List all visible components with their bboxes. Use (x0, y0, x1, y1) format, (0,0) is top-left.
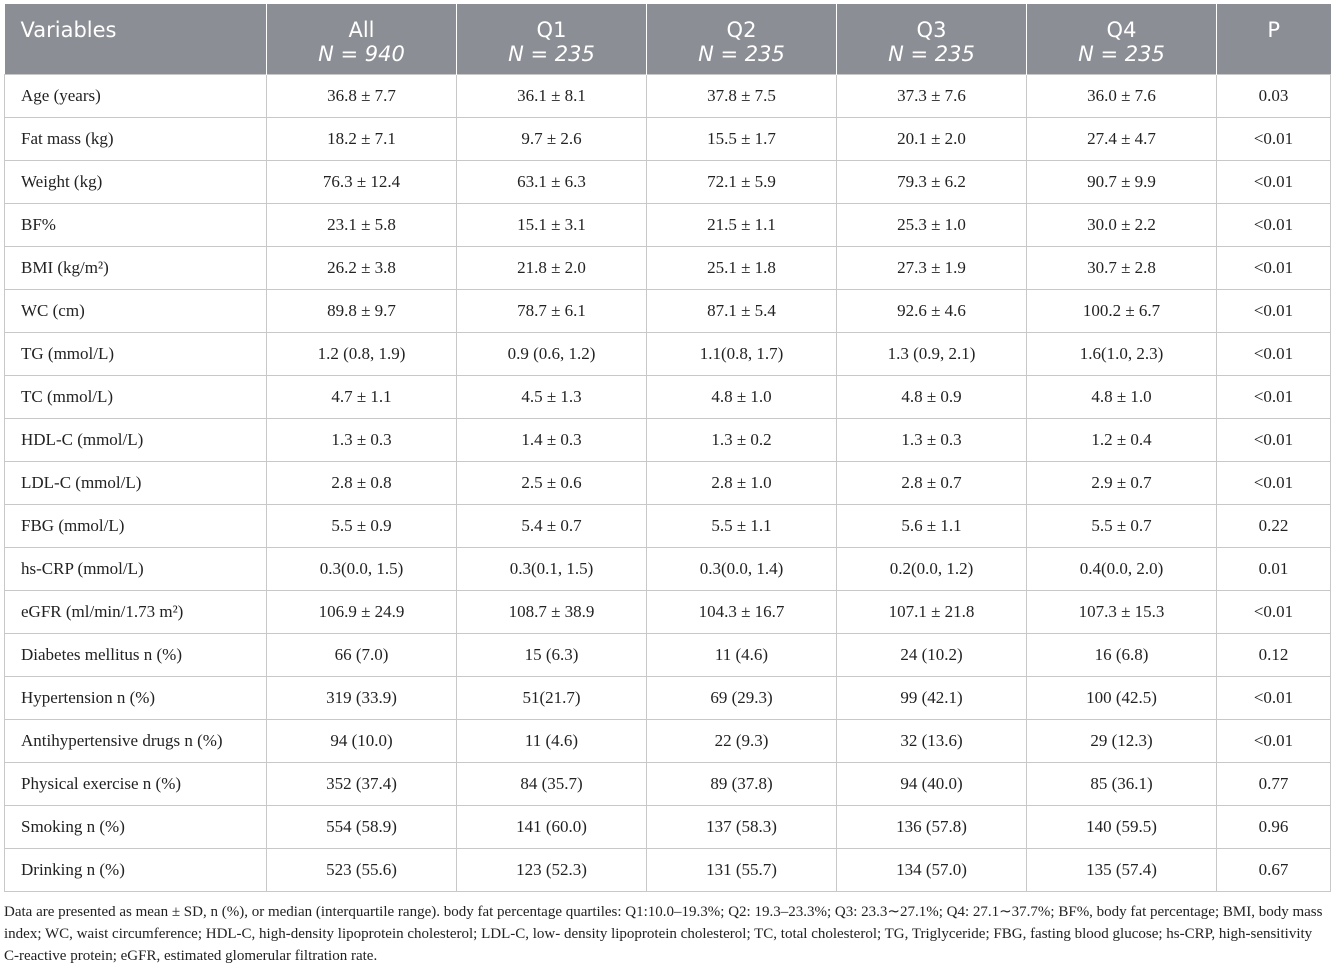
table-cell: 76.3 ± 12.4 (267, 161, 457, 204)
table-cell: 523 (55.6) (267, 849, 457, 892)
row-label: Smoking n (%) (5, 806, 267, 849)
table-cell: 100 (42.5) (1027, 677, 1217, 720)
row-label: eGFR (ml/min/1.73 m²) (5, 591, 267, 634)
table-cell: 24 (10.2) (837, 634, 1027, 677)
table-cell: 87.1 ± 5.4 (647, 290, 837, 333)
table-cell: 554 (58.9) (267, 806, 457, 849)
table-cell: 4.7 ± 1.1 (267, 376, 457, 419)
p-value-cell: 0.96 (1217, 806, 1331, 849)
table-cell: 123 (52.3) (457, 849, 647, 892)
table-cell: 30.7 ± 2.8 (1027, 247, 1217, 290)
table-cell: 1.3 ± 0.3 (267, 419, 457, 462)
row-label: hs-CRP (mmol/L) (5, 548, 267, 591)
table-cell: 84 (35.7) (457, 763, 647, 806)
table-cell: 9.7 ± 2.6 (457, 118, 647, 161)
header-q1: Q1 N = 235 (457, 4, 647, 75)
table-cell: 32 (13.6) (837, 720, 1027, 763)
table-cell: 131 (55.7) (647, 849, 837, 892)
table-cell: 94 (40.0) (837, 763, 1027, 806)
header-q2: Q2 N = 235 (647, 4, 837, 75)
table-row (5, 806, 1331, 849)
table-cell: 141 (60.0) (457, 806, 647, 849)
table-cell: 69 (29.3) (647, 677, 837, 720)
table-cell: 104.3 ± 16.7 (647, 591, 837, 634)
header-p: P (1217, 4, 1331, 75)
table-cell: 4.5 ± 1.3 (457, 376, 647, 419)
table-footnote: Data are presented as mean ± SD, n (%), or median (interquartile range). body fat percentage quartiles: Q1:10.0–19.3%; Q2: 19.3–23.3%; Q3: 23.3∼27.1%; Q4: 27.1∼37.7%; BF%, body fat percentage; BMI, body mass index; WC, waist circumference; HDL-C, high-density lipoprotein cholesterol; LDL-C, low- density lipoprotein cholesterol; TC, total cholesterol; TG, Triglyceride; FBG, fasting blood glucose; hs-CRP, high-sensitivity C-reactive protein; eGFR, estimated glomerular filtration rate. (4, 904, 1323, 964)
table-cell: 94 (10.0) (267, 720, 457, 763)
table-cell: 72.1 ± 5.9 (647, 161, 837, 204)
table-row (5, 763, 1331, 806)
table-cell: 140 (59.5) (1027, 806, 1217, 849)
table-cell: 22 (9.3) (647, 720, 837, 763)
table-row (5, 161, 1331, 204)
table-cell: 37.8 ± 7.5 (647, 75, 837, 118)
table-body (5, 75, 1331, 892)
table-cell: 66 (7.0) (267, 634, 457, 677)
table-cell: 27.3 ± 1.9 (837, 247, 1027, 290)
table-header-row (5, 4, 1331, 75)
table-cell: 5.5 ± 0.9 (267, 505, 457, 548)
table-row (5, 75, 1331, 118)
row-label: BMI (kg/m²) (5, 247, 267, 290)
table-cell: 11 (4.6) (457, 720, 647, 763)
table-row (5, 505, 1331, 548)
p-value-cell: 0.12 (1217, 634, 1331, 677)
table-cell: 15.1 ± 3.1 (457, 204, 647, 247)
table-cell: 0.3(0.1, 1.5) (457, 548, 647, 591)
p-value-cell: <0.01 (1217, 118, 1331, 161)
table-cell: 1.2 ± 0.4 (1027, 419, 1217, 462)
table-row (5, 419, 1331, 462)
table-row (5, 333, 1331, 376)
table-cell: 107.3 ± 15.3 (1027, 591, 1217, 634)
table-row (5, 720, 1331, 763)
header-q4: Q4 N = 235 (1027, 4, 1217, 75)
table-cell: 0.4(0.0, 2.0) (1027, 548, 1217, 591)
row-label: BF% (5, 204, 267, 247)
row-label: LDL-C (mmol/L) (5, 462, 267, 505)
baseline-characteristics-table (4, 4, 1331, 892)
table-row (5, 204, 1331, 247)
table-cell: 1.4 ± 0.3 (457, 419, 647, 462)
table-cell: 108.7 ± 38.9 (457, 591, 647, 634)
table-cell: 1.3 (0.9, 2.1) (837, 333, 1027, 376)
table-cell: 16 (6.8) (1027, 634, 1217, 677)
table-cell: 137 (58.3) (647, 806, 837, 849)
table-cell: 106.9 ± 24.9 (267, 591, 457, 634)
table-cell: 63.1 ± 6.3 (457, 161, 647, 204)
table-row (5, 591, 1331, 634)
table-cell: 89 (37.8) (647, 763, 837, 806)
table-row (5, 462, 1331, 505)
table-row (5, 376, 1331, 419)
p-value-cell: <0.01 (1217, 677, 1331, 720)
row-label: WC (cm) (5, 290, 267, 333)
table-cell: 15 (6.3) (457, 634, 647, 677)
p-value-cell: 0.77 (1217, 763, 1331, 806)
table-cell: 1.2 (0.8, 1.9) (267, 333, 457, 376)
p-value-cell: <0.01 (1217, 462, 1331, 505)
table-cell: 0.3(0.0, 1.4) (647, 548, 837, 591)
table-cell: 4.8 ± 1.0 (1027, 376, 1217, 419)
header-all: All N = 940 (267, 4, 457, 75)
table-cell: 5.4 ± 0.7 (457, 505, 647, 548)
row-label: Age (years) (5, 75, 267, 118)
table-cell: 23.1 ± 5.8 (267, 204, 457, 247)
p-value-cell: <0.01 (1217, 161, 1331, 204)
table-cell: 2.9 ± 0.7 (1027, 462, 1217, 505)
table-cell: 21.8 ± 2.0 (457, 247, 647, 290)
table-row (5, 548, 1331, 591)
table-row (5, 290, 1331, 333)
table-row (5, 849, 1331, 892)
header-variables: Variables (5, 4, 267, 75)
row-label: Drinking n (%) (5, 849, 267, 892)
p-value-cell: <0.01 (1217, 376, 1331, 419)
p-value-cell: <0.01 (1217, 720, 1331, 763)
table-cell: 30.0 ± 2.2 (1027, 204, 1217, 247)
table-cell: 2.8 ± 0.7 (837, 462, 1027, 505)
table-cell: 1.3 ± 0.3 (837, 419, 1027, 462)
p-value-cell: <0.01 (1217, 247, 1331, 290)
p-value-cell: <0.01 (1217, 204, 1331, 247)
table-row (5, 118, 1331, 161)
row-label: Antihypertensive drugs n (%) (5, 720, 267, 763)
table-cell: 51(21.7) (457, 677, 647, 720)
table-cell: 15.5 ± 1.7 (647, 118, 837, 161)
row-label: Physical exercise n (%) (5, 763, 267, 806)
table-cell: 2.8 ± 1.0 (647, 462, 837, 505)
table-cell: 1.6(1.0, 2.3) (1027, 333, 1217, 376)
table-cell: 36.0 ± 7.6 (1027, 75, 1217, 118)
row-label: Diabetes mellitus n (%) (5, 634, 267, 677)
p-value-cell: 0.03 (1217, 75, 1331, 118)
table-row (5, 677, 1331, 720)
table-container (4, 4, 1330, 892)
table-cell: 79.3 ± 6.2 (837, 161, 1027, 204)
table-cell: 21.5 ± 1.1 (647, 204, 837, 247)
table-cell: 100.2 ± 6.7 (1027, 290, 1217, 333)
table-cell: 36.8 ± 7.7 (267, 75, 457, 118)
row-label: TC (mmol/L) (5, 376, 267, 419)
table-cell: 2.5 ± 0.6 (457, 462, 647, 505)
table-cell: 5.5 ± 0.7 (1027, 505, 1217, 548)
table-row (5, 634, 1331, 677)
table-cell: 4.8 ± 0.9 (837, 376, 1027, 419)
row-label: Weight (kg) (5, 161, 267, 204)
table-cell: 37.3 ± 7.6 (837, 75, 1027, 118)
table-cell: 78.7 ± 6.1 (457, 290, 647, 333)
table-cell: 0.2(0.0, 1.2) (837, 548, 1027, 591)
table-cell: 0.9 (0.6, 1.2) (457, 333, 647, 376)
table-row (5, 247, 1331, 290)
p-value-cell: 0.67 (1217, 849, 1331, 892)
row-label: TG (mmol/L) (5, 333, 267, 376)
table-cell: 20.1 ± 2.0 (837, 118, 1027, 161)
table-cell: 5.6 ± 1.1 (837, 505, 1027, 548)
p-value-cell: 0.22 (1217, 505, 1331, 548)
table-cell: 85 (36.1) (1027, 763, 1217, 806)
table-cell: 36.1 ± 8.1 (457, 75, 647, 118)
table-cell: 4.8 ± 1.0 (647, 376, 837, 419)
table-cell: 0.3(0.0, 1.5) (267, 548, 457, 591)
table-cell: 136 (57.8) (837, 806, 1027, 849)
table-cell: 27.4 ± 4.7 (1027, 118, 1217, 161)
table-cell: 18.2 ± 7.1 (267, 118, 457, 161)
table-cell: 89.8 ± 9.7 (267, 290, 457, 333)
table-cell: 25.1 ± 1.8 (647, 247, 837, 290)
table-cell: 135 (57.4) (1027, 849, 1217, 892)
p-value-cell: <0.01 (1217, 591, 1331, 634)
table-cell: 1.1(0.8, 1.7) (647, 333, 837, 376)
table-cell: 90.7 ± 9.9 (1027, 161, 1217, 204)
table-cell: 352 (37.4) (267, 763, 457, 806)
row-label: Fat mass (kg) (5, 118, 267, 161)
table-cell: 2.8 ± 0.8 (267, 462, 457, 505)
table-cell: 92.6 ± 4.6 (837, 290, 1027, 333)
p-value-cell: 0.01 (1217, 548, 1331, 591)
table-cell: 11 (4.6) (647, 634, 837, 677)
table-cell: 99 (42.1) (837, 677, 1027, 720)
row-label: HDL-C (mmol/L) (5, 419, 267, 462)
table-cell: 107.1 ± 21.8 (837, 591, 1027, 634)
row-label: Hypertension n (%) (5, 677, 267, 720)
row-label: FBG (mmol/L) (5, 505, 267, 548)
table-cell: 319 (33.9) (267, 677, 457, 720)
table-cell: 29 (12.3) (1027, 720, 1217, 763)
table-cell: 5.5 ± 1.1 (647, 505, 837, 548)
table-cell: 1.3 ± 0.2 (647, 419, 837, 462)
p-value-cell: <0.01 (1217, 333, 1331, 376)
header-q3: Q3 N = 235 (837, 4, 1027, 75)
p-value-cell: <0.01 (1217, 419, 1331, 462)
table-cell: 25.3 ± 1.0 (837, 204, 1027, 247)
table-cell: 26.2 ± 3.8 (267, 247, 457, 290)
table-cell: 134 (57.0) (837, 849, 1027, 892)
p-value-cell: <0.01 (1217, 290, 1331, 333)
